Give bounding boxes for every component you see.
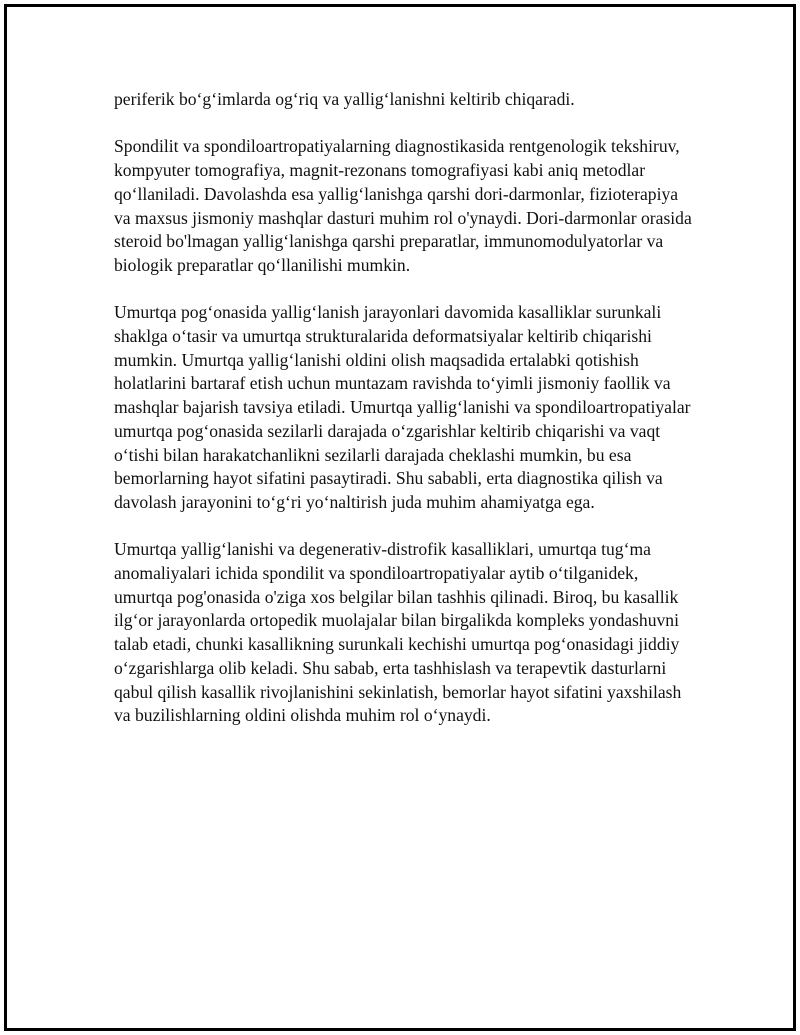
paragraph-2: Spondilit va spondiloartropatiyalarning diagnostikasida rentgenologik tekshiruv, kompyuter tomografiya, magnit-rezonans tomografiyasi kabi aniq metodlar qo‘llaniladi. Davolashda esa yallig‘lanishga qarshi dori-darmonlar, fizioterapiya va maxsus jismoniy mashqlar dasturi muhim rol o'ynaydi. Dori-darmonlar orasida steroid bo'lmagan yallig‘lanishga qarshi preparatlar, immunomodulyatorlar va biologik preparatlar qo‘llanilishi mumkin. (114, 136, 692, 275)
paragraph-1: periferik bo‘g‘imlarda og‘riq va yallig‘lanishni keltirib chiqaradi. (114, 89, 575, 109)
paragraph-3: Umurtqa pog‘onasida yallig‘lanish jarayonlari davomida kasalliklar surunkali shaklga o‘tasir va umurtqa strukturalarida deformatsiyalar keltirib chiqarishi mumkin. Umurtqa yallig‘lanishi oldini olish maqsadida ertalabki qotishish holatlarini bartaraf etish uchun muntazam ravishda to‘yimli jismoniy faollik va mashqlar bajarish tavsiya etiladi. Umurtqa yallig‘lanishi va spondiloartropatiyalar umurtqa pog‘onasida sezilarli darajada o‘zgarishlar keltirib chiqarishi va vaqt o‘tishi bilan harakatchanlikni sezilarli darajada cheklashi mumkin, bu esa bemorlarning hayot sifatini pasaytiradi. Shu sababli, erta diagnostika qilish va davolash jarayonini to‘g‘ri yo‘naltirish juda muhim ahamiyatga ega. (114, 302, 691, 512)
paragraph-4: Umurtqa yallig‘lanishi va degenerativ-distrofik kasalliklari, umurtqa tug‘ma anomaliyalari ichida spondilit va spondiloartropatiyalar aytib o‘tilganidek, umurtqa pog'onasida o'ziga xos belgilar bilan tashhis qilinadi. Biroq, bu kasallik ilg‘or jarayonlarda ortopedik muolajalar bilan birgalikda kompleks yondashuvni talab etadi, chunki kasallikning surunkali kechishi umurtqa pog‘onasidagi jiddiy o‘zgarishlarga olib keladi. Shu sabab, erta tashhislash va terapevtik dasturlarni qabul qilish kasallik rivojlanishini sekinlatish, bemorlar hayot sifatini yaxshilash va buzilishlarning oldini olishda muhim rol o‘ynaydi. (114, 539, 682, 726)
document-body (114, 88, 694, 752)
